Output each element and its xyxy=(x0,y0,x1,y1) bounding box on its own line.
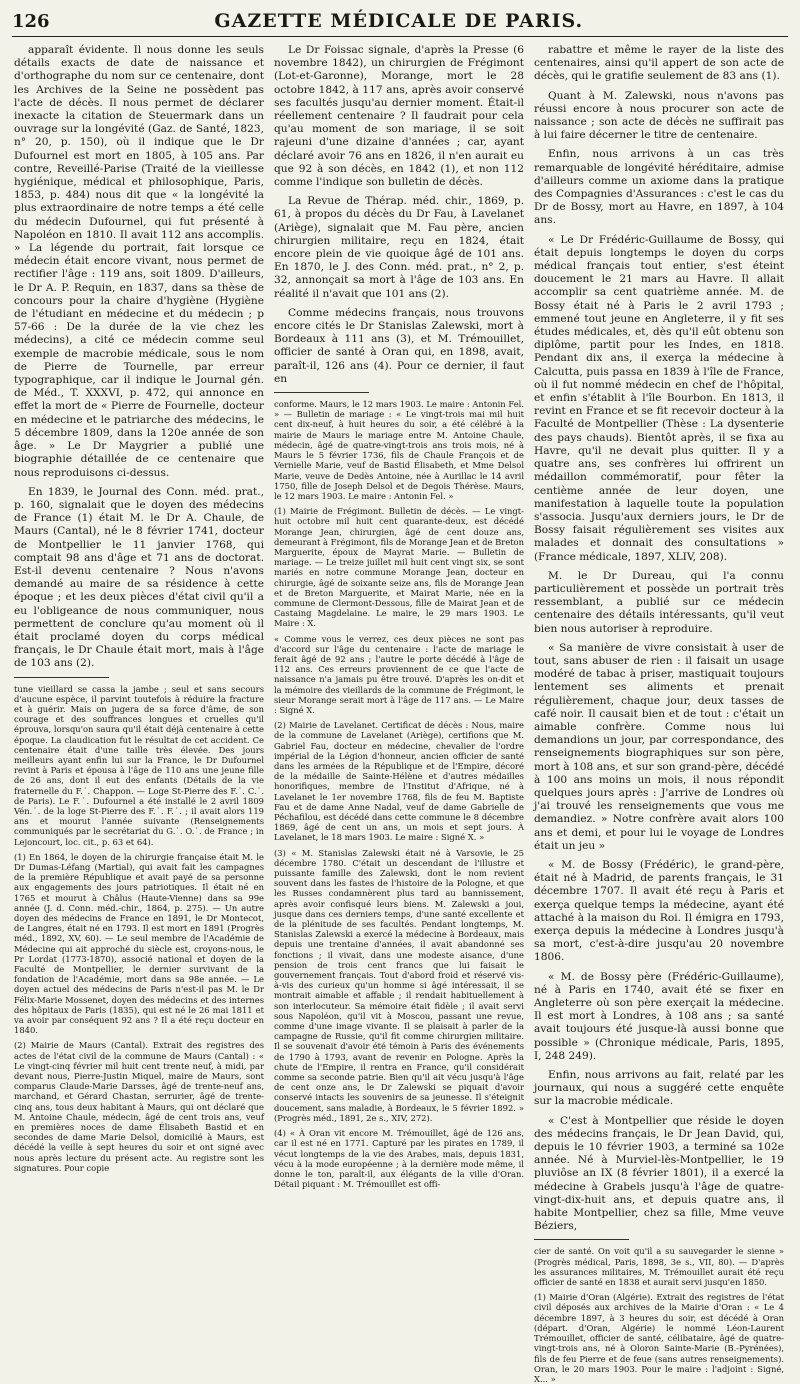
footnote: (2) Mairie de Lavelanet. Certificat de décès : Nous, maire de la commune de Lavelanet (Ariège), certifions que M. Gabriel Fau, docteur en médecine, chevalier de l'ordre impérial de la Légion d'honneur, ancien officier de santé dans les armées de la République et de l'Empire, décoré de la médaille de Sainte-Hélène et d'autres médailles honorifiques, membre de l'Institut d'Afrique, né à Lavelanet le 1er novembre 1768, fils de feu M. Baptiste Fau et de dame Anne Nadal, veuf de dame Gabrielle de Péchafilou, est décédé dans cette commune le 8 décembre 1869, âgé de cent un ans, un mois et sept jours. À Lavelanet, le 18 mars 1903. Le maire : Signé X. » xyxy=(274,720,524,843)
body-paragraph: apparaît évidente. Il nous donne les seuls détails exacts de date de naissance et d'orthographe du nom sur ce centenaire, dont les Archives de la Seine ne possèdent pas l'acte de décès. Il nous permet de déclarer inexacte la citation de Steuermark dans un ouvrage sur la longévité (Gaz. de Santé, 1823, n° 20, p. 150), où il indique que le Dr Dufournel est mort en 1805, à 105 ans. Par contre, Reveillé-Parise (Traité de la vieillesse hygiénique, médical et philosophique, Paris, 1853, p. 484) nous dit que « la longévité la plus extraordinaire de notre temps a été celle du médecin Dufournel, qui fut présenté à Napoléon en 1810. Il avait 112 ans accomplis. » La légende du portrait, fait lorsque ce médecin était encore vivant, nous permet de rectifier l'âge : 119 ans, soit 1809. D'ailleurs, le Dr A. P. Requin, en 1837, dans sa thèse de concours pour la chaire d'hygiène (Hygiène de l'étudiant en médecine et du médecin ; p 57-66 : De la durée de la vie chez les médecins), a cité ce médecin comme seul exemple de macrobie médicale, sous le nom de Pierre de Tournelle, par erreur typographique, car il indique le Journal gén. de Méd., T. XXXVI, p. 472, qui annonce en effet la mort de « Pierre de Fournelle, docteur en médecine et le patriarche des médecins, le 5 décembre 1809, dans la 120e année de son âge. » Le Dr Maygrier a publié une biographie détaillée de ce centenaire que nous reproduisons ci-dessus. xyxy=(14,44,264,479)
body-paragraph: Quant à M. Zalewski, nous n'avons pas réussi encore à nous procurer son acte de naissance ; son acte de décès ne suffirait pas à lui faire décerner le titre de centenaire. xyxy=(534,89,784,142)
body-paragraph: « Sa manière de vivre consistait à user de tout, sans abuser de rien : il faisait un usage modéré de tabac à priser, mastiquait toujours lentement ses aliments et prenait régulièrement, chaque jour, deux tasses de café noir. Il causait bien et de tout : c'était un aimable confrère. Comme nous lui demandions un jour, par correspondance, des renseignements biographiques sur son père, mort à 108 ans, et sur son grand-père, décédé à 100 ans moins un mois, il nous répondit quelques jours après : J'arrive de Londres où j'ai trouvé les renseignements que vous me demandiez. » Notre confrère avait alors 100 ans et demi, et pour lui le voyage de Londres était un jeu » xyxy=(534,641,784,852)
page-number: 126 xyxy=(12,10,50,32)
footnote: (3) « M. Stanislas Zalewski était né à Varsovie, le 25 décembre 1780. C'était un descendant de l'illustre et puissante famille des Zalewski, dont le nom revient souvent dans les fastes de l'histoire de la Pologne, et que les Russes condamnèrent plus tard au bannissement, après avoir confisqué leurs biens. M. Zalewski a joui, jusque dans ces derniers temps, d'une santé excellente et de la plénitude de ses facultés. Pendant longtemps, M. Stanislas Zalewski a exercé la médecine à Bordeaux, mais depuis une trentaine d'années, il avait abandonné ses fonctions ; il vivait, dans une modeste aisance, d'une pension de trois cent francs que lui faisait le gouvernement français. Tout d'abord froid et réservé vis-à-vis des curieux qu'un homme si âgé intéressait, il se montrait aimable et affable ; il rendait habituellement à son interlocuteur. Sa mémoire était fidèle ; il avait servi sous Napoléon, qu'il vit à Moscou, passant une revue, comme d'une image vivante. Il se plaisait à parler de la campagne de Russie, qu'il fit comme chirurgien militaire. Il se souvenait d'avoir été témoin à Paris des événements de 1790 à 1793, avant de revenir en Pologne. Après la chute de l'Empire, il rentra en France, qu'il considérait comme sa seconde patrie. Bien qu'il ait vécu jusqu'à l'âge de cent onze ans, le Dr Zalewski se piquait d'avoir conservé intacts les souvenirs de sa jeunesse. Il s'éteignit doucement, sans maladie, à Bordeaux, le 5 février 1892. » (Progrès méd., 1891, 2e s., XIV, 272). xyxy=(274,847,524,1123)
body-paragraph: « M. de Bossy (Frédéric), le grand-père, était né à Madrid, de parents français, le 31 décembre 1707. Il avait été reçu à Paris et exerça quelque temps la médecine, ayant été attaché à la maison du Roi. Il émigra en 1793, exerça depuis la médecine à Londres jusqu'à sa mort, c'est-à-dire jusqu'au 20 novembre 1806. xyxy=(534,858,784,964)
body-paragraph: Enfin, nous arrivons à un cas très remarquable de longévité héréditaire, admise d'ailleurs comme un axiome dans la pratique des Compagnies d'Assurances : c'est le cas du Dr de Bossy, mort au Havre, en 1897, à 104 ans. xyxy=(534,148,784,227)
body-paragraph: La Revue de Thérap. méd. chir., 1869, p. 61, à propos du décès du Dr Fau, à Lavelanet (Ariège), signalait que M. Fau père, ancien chirurgien militaire, reçu en 1824, était encore plein de vie quoique âgé de 101 ans. En 1870, le J. des Conn. méd. prat., n° 2, p. 32, annonçait sa mort à l'âge de 103 ans. En réalité il n'avait que 101 ans (2). xyxy=(274,195,524,300)
body-paragraph: M. le Dr Dureau, qui l'a connu particulièrement et possède un portrait très ressemblant, a publié sur ce médecin centenaire des détails intéressants, qu'il veut bien nous autoriser à reproduire. xyxy=(534,569,784,635)
footnote-separator xyxy=(534,1239,629,1240)
body-paragraph: « C'est à Montpellier que réside le doyen des médecins français, le Dr Jean David, qui, depuis le 10 février 1903, a terminé sa 102e année. Né à Murviel-lès-Montpellier, le 19 pluviôse an IX (8 février 1801), il a exercé la médecine à Grabels jusqu'à l'âge de quatre-vingt-dix-huit ans, et depuis quatre ans, il habite Montpellier, chez sa fille, Mme veuve Béziers, xyxy=(534,1114,784,1233)
body-paragraph: En 1839, le Journal des Conn. méd. prat., p. 160, signalait que le doyen des médecins de France (1) était M. le Dr A. Chaule, de Maurs (Cantal), né le 8 février 1741, docteur de Montpellier le 11 janvier 1768, qui comptait 98 ans d'âge et 71 ans de doctorat. Est-il devenu centenaire ? Nous n'avons demandé au maire de sa résidence à cette époque ; et les deux pièces d'état civil qu'il a eu l'obligeance de nous communiquer, nous permettent de conclure qu'au moment où il était proclamé doyen du corps médical français, le Dr Chaule était mort, mais à l'âge de 103 ans (2). xyxy=(14,485,264,670)
text-columns xyxy=(14,44,786,1384)
footnote: cier de santé. On voit qu'il a su sauvegarder le sienne » (Progrès médical, Paris, 1898, 3e s., VII, 80). — D'après les assurances militaires, M. Trémouillet aurait été reçu officier de santé en 1838 et aurait servi jusqu'en 1850. xyxy=(534,1246,784,1288)
body-paragraph: Le Dr Foissac signale, d'après la Presse (6 novembre 1842), un chirurgien de Frégimont (Lot-et-Garonne), Morange, mort le 28 octobre 1842, à 117 ans, après avoir conservé ses facultés jusqu'au dernier moment. Était-il réellement centenaire ? Il faudrait pour cela qu'au moment de son mariage, il se soit rajeuni d'une dizaine d'années ; car, ayant déclaré avoir 76 ans en 1826, il n'en aurait eu que 92 à son décès, en 1842 (1), et non 112 comme l'indique son bulletin de décès. xyxy=(274,44,524,189)
column-left xyxy=(14,44,264,1173)
footnote: (1) Mairie d'Oran (Algérie). Extrait des registres de l'état civil déposés aux archives de la Mairie d'Oran : « Le 4 décembre 1897, à 3 heures du soir, est décédé à Oran (départ. d'Oran, Algérie) le nommé Léon-Laurent Trémouillet, officier de santé, célibataire, âgé de quatre-vingt-trois ans, né à Oloron Sainte-Marie (B.-Pyrénées), fils de feu Pierre et de feue (sans autres renseignements). Oran, le 20 mars 1903. Pour le maire : l'adjoint : Signé, X... » xyxy=(534,1292,784,1384)
footnote: (1) En 1864, le doyen de la chirurgie française était M. le Dr Dumas-Léfang (Martial), qui avait fait les campagnes de la première République et avait payé de sa personne aux engagements des jours patriotiques. Il était né en 1765 et mourut à Châlus (Haute-Vienne) dans sa 99e année (J. d. Conn. méd.-chir., 1864, p. 275). — Un autre doyen des médecins de France en 1891, le Dr Montecot, de Langres, était né en 1793. Il est mort en 1891 (Progrès méd., 1892, XV, 60). — Le seul membre de l'Académie de Médecine qui ait approché du siècle est, croyons-nous, le Pr Lordat (1773-1870), associé national et doyen de la Faculté de Montpellier, le dernier survivant de la fondation de l'Académie, mort dans sa 98e année. — Le doyen actuel des médecins de Paris n'est-il pas M. le Dr Félix-Marie Mossenet, doyen des médecins et des internes des hôpitaux de Paris (1835), qui est né le 26 mai 1811 et va avoir par conséquent 92 ans ? Il a été reçu docteur en 1840. xyxy=(14,851,264,1036)
footnote: (2) Mairie de Maurs (Cantal). Extrait des registres des actes de l'état civil de la commune de Maurs (Cantal) : « Le vingt-cinq février mil huit cent trente neuf, à midi, par devant nous, Pierre-Justin Miquel, maire de Maurs, sont comparus Claude-Marie Darsses, âgé de trente-neuf ans, marchand, et Gérard Chastan, serrurier, âgé de trente-cinq ans, tous deux habitant à Maurs, qui ont déclaré que M. Antoine Chaule, médecin, âgé de cent trois ans, veuf en premières noces de dame Élisabeth Bastid et en secondes de dame Marie Delsol, domicilié à Maurs, est décédé la veille à sept heures du soir et ont signé avec nous après lecture du présent acte. Au registre sont les signatures. Pour copie xyxy=(14,1040,264,1173)
footnote: tune vieillard se cassa la jambe ; seul et sans secours d'aucune espèce, il parvint toutefois à réduire la fracture et à guérir. Mais on jugera de sa force d'âme, de son courage et des souffrances longues et cruelles qu'il éprouva, lorsqu'on saura qu'il était déjà centenaire à cette époque. La claudication fut le résultat de cet accident. Ce centenaire était d'une taille très élevée. Des jours meilleurs ayant enfin lui sur la France, le Dr Dufournel revint à Paris et épousa à l'âge de 110 ans une jeune fille de 26 ans, dont il eut des enfants (Détails de la vie fraternelle du F.˙. Chappon. — Loge St-Pierre des F.˙. C.˙. de Paris). Le F.˙. Dufournel a été installé le 2 avril 1809 Vén.˙. de la loge St-Pierre des F.˙. F.˙. ; il avait alors 119 ans et mourut l'année suivante (Renseignements communiqués par le secrétariat du G.˙. O.˙. de France ; in Lejoncourt, loc. cit., p. 63 et 64). xyxy=(14,683,264,847)
footnote: (4) « À Oran vit encore M. Trémouillet, âgé de 126 ans, car il est né en 1771. Capturé par les pirates en 1789, il vécut longtemps de la vie des Arabes, mais, depuis 1831, vécu à la mode européenne ; à la dernière mode même, il donne le ton, paraît-il, aux élégants de la ville d'Oran. Détail piquant : M. Trémouillet est offi- xyxy=(274,1128,524,1190)
footnote: conforme. Maurs, le 12 mars 1903. Le maire : Antonin Fel. » — Bulletin de mariage : « Le vingt-trois mai mil huit cent dix-neuf, à huit heures du soir, a été célébré à la mairie de Maurs le mariage entre M. Antoine Chaule, médecin, âgé de quatre-vingt-trois ans trois mois, né à Maurs le 5 février 1736, fils de Chaule François et de Vernielle Marie, veuf de Bastid Élisabeth, et Mme Delsol Marie, veuve de Dedès Antoine, née à Aurillac le 14 avril 1750, fille de Joseph Delsol et de Degois Thérèse. Maurs, le 12 mars 1903. Le maire : Antonin Fel. » xyxy=(274,399,524,501)
footnote-separator xyxy=(14,677,109,678)
body-paragraph: Comme médecins français, nous trouvons encore cités le Dr Stanislas Zalewski, mort à Bordeaux à 111 ans (3), et M. Trémouillet, officier de santé à Oran qui, en 1898, avait, paraît-il, 126 ans (4). Pour ce dernier, il faut en xyxy=(274,306,524,385)
body-paragraph: « Le Dr Frédéric-Guillaume de Bossy, qui était depuis longtemps le doyen du corps médical français tout entier, s'est éteint doucement le 21 mars au Havre. Il allait accomplir sa cent quatrième année. M. de Bossy était né à Paris le 2 avril 1793 ; emmené tout jeune en Angleterre, il y fit ses études médicales, et, dès qu'il eût obtenu son diplôme, partit pour les Indes, en 1818. Pendant dix ans, il exerça la médecine à Calcutta, puis passa en 1839 à l'île de France, où il fut nommé médecin en chef de l'hôpital, et enfin s'établit à l'île Bourbon. En 1813, il revint en France et se fit recevoir docteur à la Faculté de Montpellier (Thèse : La dysenterie des pays chauds). Bientôt après, il se fixa au Havre, qu'il ne devait plus quitter. Il y a quatre ans, ses confrères lui offrirent un médaillon commémoratif, pour fêter la centième année de leur doyen, une manifestation à laquelle toute la population s'associa. Jusqu'aux derniers jours, le Dr de Bossy faisait régulièrement ses visites aux malades et donnait des consultations » (France médicale, 1897, XLIV, 208). xyxy=(534,233,784,563)
journal-title: GAZETTE MÉDICALE DE PARIS. xyxy=(214,10,584,32)
footnote: « Comme vous le verrez, ces deux pièces ne sont pas d'accord sur l'âge du centenaire : l'acte de mariage le ferait âgé de 92 ans ; l'autre le porte décédé à l'âge de 112 ans. Ces erreurs proviennent de ce que l'acte de naissance n'a jamais pu être trouvé. D'après les on-dit et la mémoire des vieillards de la commune de Frégimont, le sieur Morange serait mort à l'âge de 117 ans. — Le Maire : Signé X. xyxy=(274,633,524,715)
footnote-separator xyxy=(274,392,369,393)
footnote: (1) Mairie de Frégimont. Bulletin de décès. — Le vingt-huit octobre mil huit cent quarante-deux, est décédé Morange Jean, chirurgien, âgé de cent douze ans, demeurant à Frégimont, fils de Morange Jean et de Breton Marguerite, époux de Mayrat Marie. — Bulletin de mariage. — Le treize juillet mil huit cent vingt six, se sont mariés en notre commune Morange Jean, docteur en chirurgie, âgé de soixante seize ans, fils de Morange Jean et de Breton Marguerite, et Mairat Marie, née en la commune de Clermont-Dessous, fille de Mairat Jean et de Castaing Magdelaine. Le maire, le 29 mars 1903. Le Maire : X. xyxy=(274,506,524,629)
body-paragraph: Enfin, nous arrivons au fait, relaté par les journaux, qui nous a suggéré cette enquête sur la macrobie médicale. xyxy=(534,1069,784,1108)
column-right xyxy=(534,44,784,1384)
column-middle xyxy=(274,44,524,1190)
page-header xyxy=(12,6,788,37)
body-paragraph: « M. de Bossy père (Frédéric-Guillaume), né à Paris en 1740, avait été se fixer en Angleterre où son père exerçait la médecine. Il est mort à Londres, à 108 ans ; sa santé avait toujours été jusque-là aussi bonne que possible » (Chronique médicale, Paris, 1895, I, 248 249). xyxy=(534,970,784,1062)
body-paragraph: rabattre et même le rayer de la liste des centenaires, ainsi qu'il appert de son acte de décès, qui le gratifie seulement de 83 ans (1). xyxy=(534,44,784,83)
